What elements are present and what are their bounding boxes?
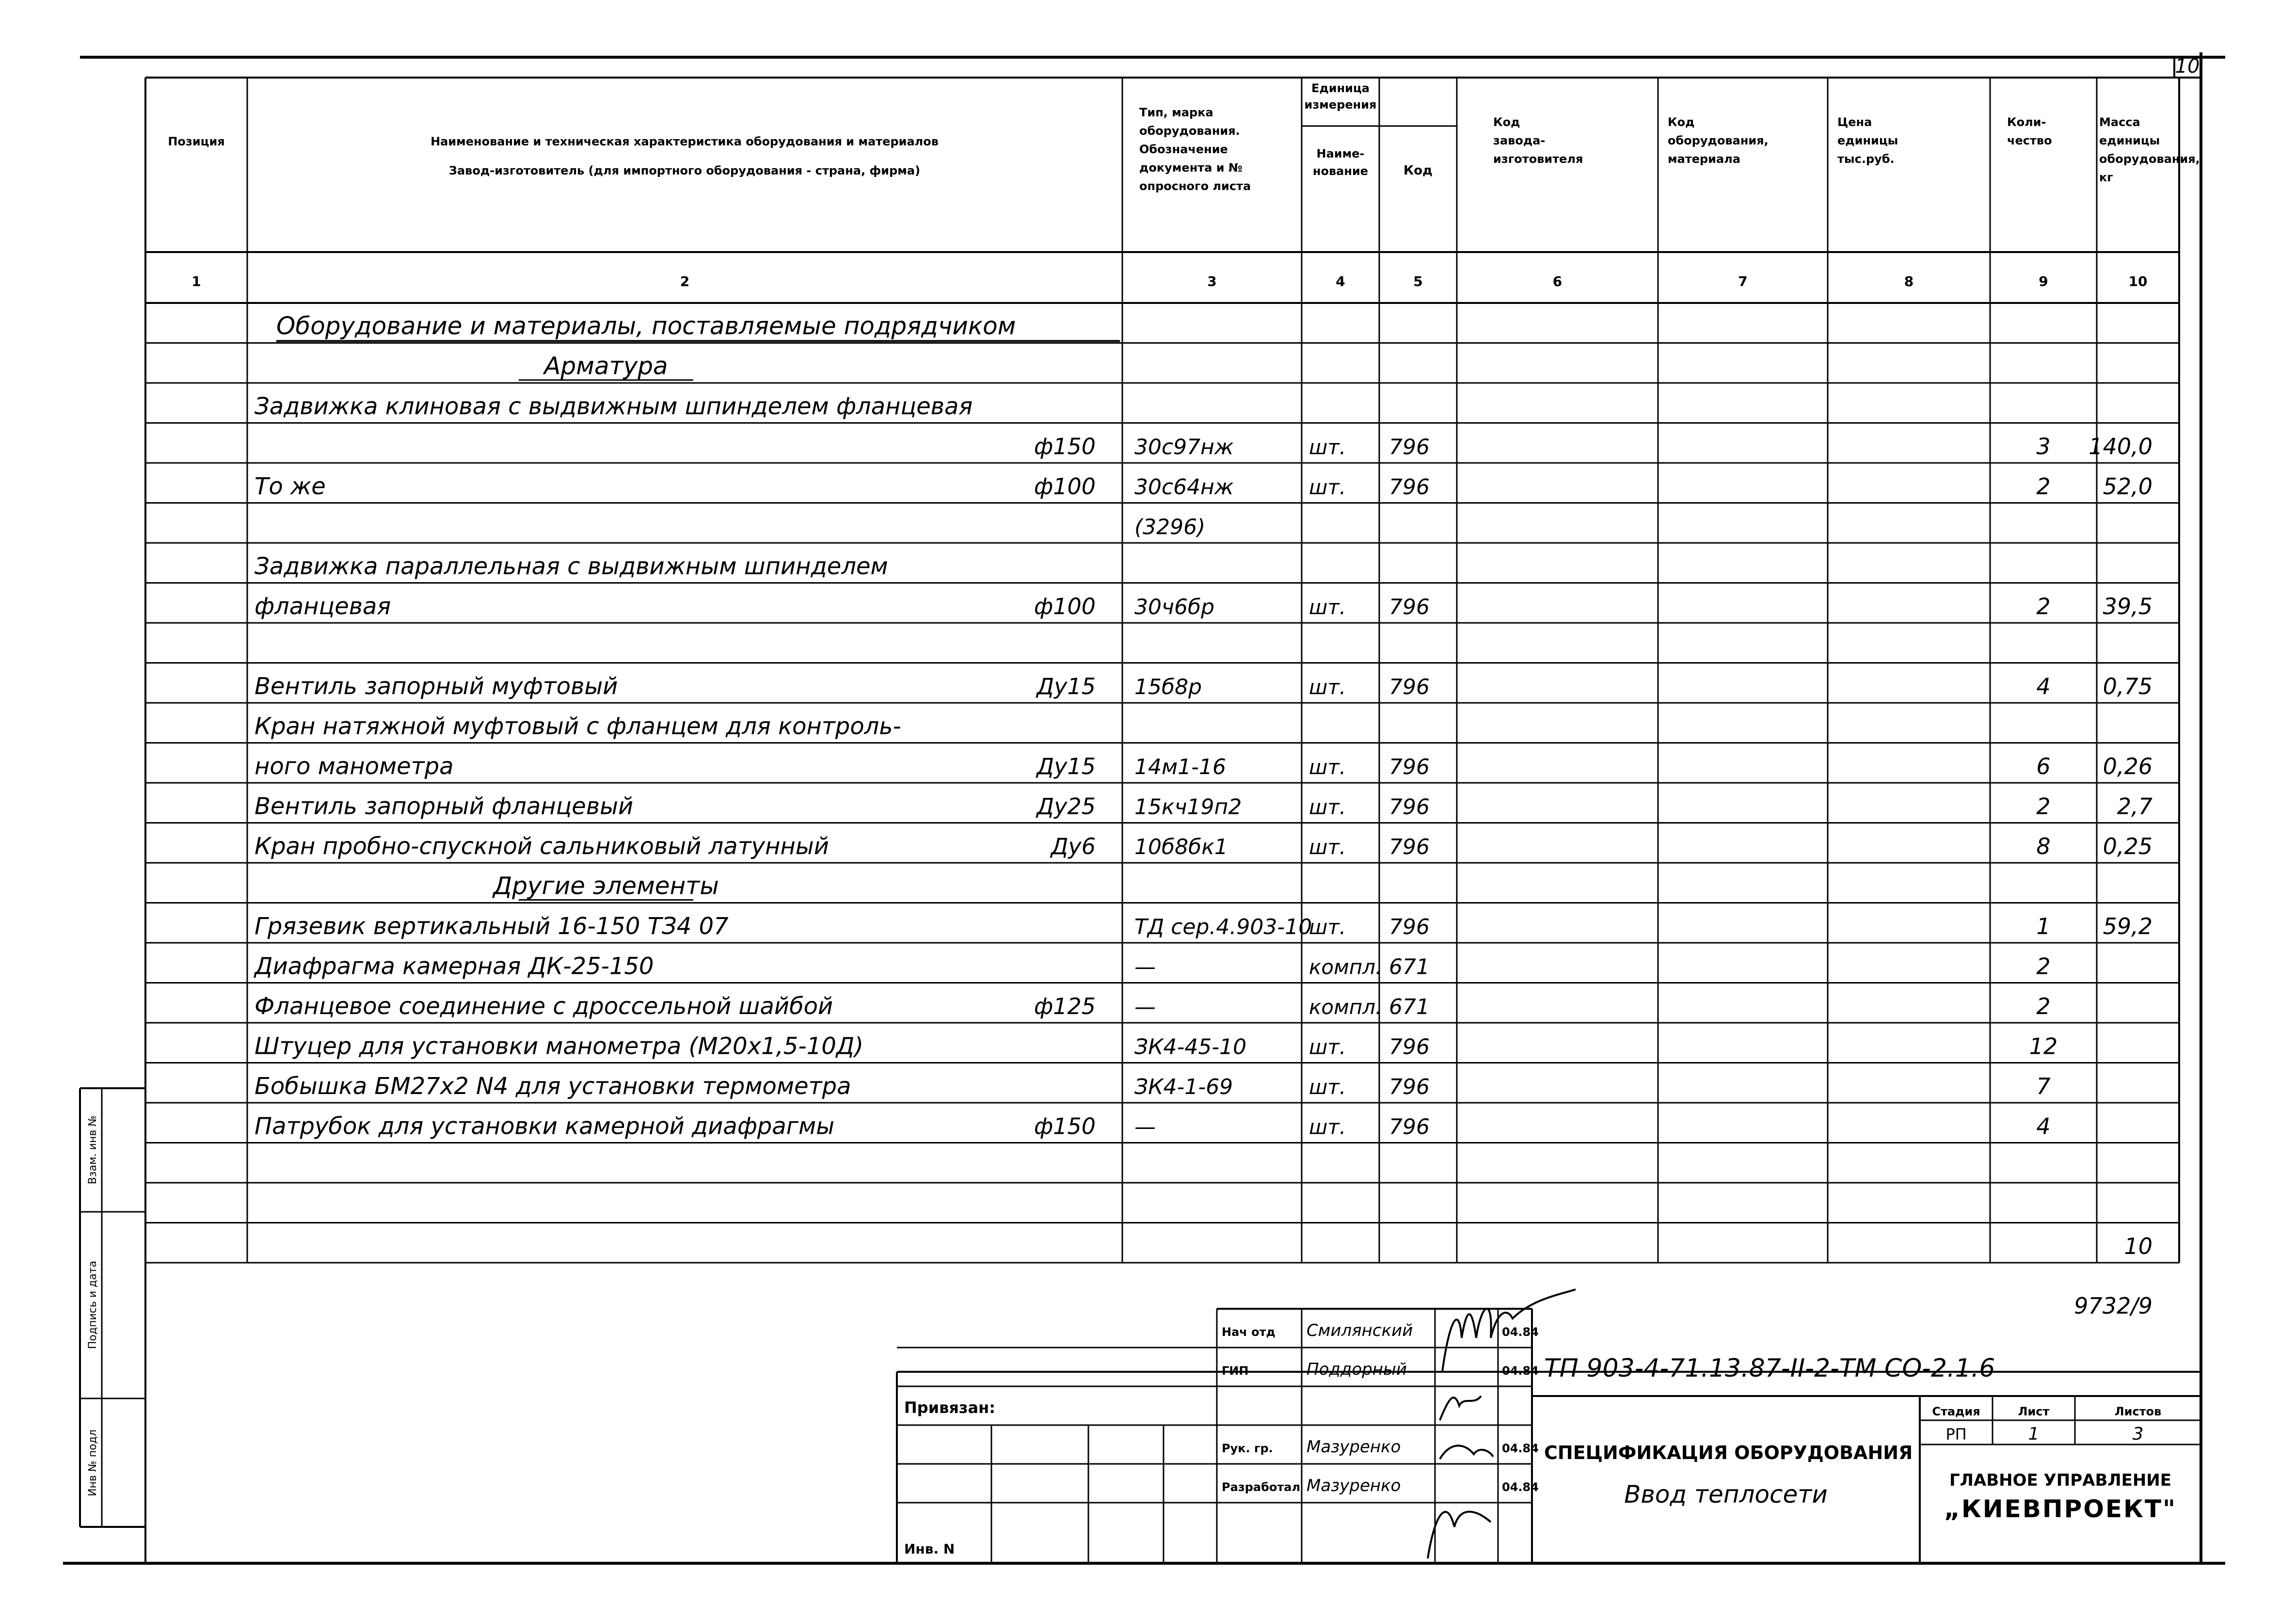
item-mass: 52,0 xyxy=(2103,473,2152,500)
role-name: Мазуренко xyxy=(1307,1476,1401,1495)
sheets-value: 3 xyxy=(2132,1424,2144,1444)
item-unit: шт. xyxy=(1309,1115,1346,1139)
item-size: ф100 xyxy=(1034,473,1096,500)
item-mass: 0,26 xyxy=(2103,753,2152,779)
item-name: Вентиль запорный фланцевый xyxy=(255,793,634,820)
item-quantity: 8 xyxy=(2036,833,2051,859)
item-unit-code: 796 xyxy=(1389,475,1430,500)
item-unit: шт. xyxy=(1309,1075,1346,1099)
item-name: Вентиль запорный муфтовый xyxy=(255,673,618,700)
item-mass: 0,25 xyxy=(2103,833,2152,859)
header-material-code: Код xyxy=(1668,115,1695,129)
item-unit: компл. xyxy=(1309,955,1382,979)
role-label: Рук. гр. xyxy=(1222,1442,1273,1455)
margin-sign-date: Подпись и дата xyxy=(87,1260,99,1349)
item-unit: шт. xyxy=(1309,915,1346,939)
item-unit: шт. xyxy=(1309,1035,1346,1059)
header-plant-code: завода- xyxy=(1493,134,1546,147)
item-unit-code: 796 xyxy=(1389,915,1430,939)
item-name: ного манометра xyxy=(255,753,454,780)
item-size: ф100 xyxy=(1034,593,1096,619)
header-name: Завод-изготовитель (для импортного оборудования - страна, фирма) xyxy=(448,164,921,177)
column-number: 9 xyxy=(2039,273,2048,289)
item-mass: 59,2 xyxy=(2103,913,2152,939)
item-type: — xyxy=(1134,995,1156,1019)
object-name: Ввод теплосети xyxy=(1624,1480,1828,1508)
header-name: Наименование и техническая характеристика оборудования и материалов xyxy=(430,135,939,148)
item-type: — xyxy=(1134,954,1156,980)
item-name: Фланцевое соединение с дроссельной шайбой xyxy=(255,993,833,1020)
header-unit-name: нование xyxy=(1312,164,1369,178)
item-unit-code: 796 xyxy=(1389,675,1430,699)
margin-substitute-inv: Взам. инв № xyxy=(87,1115,99,1185)
item-name: Задвижка клиновая с выдвижным шпинделем фланцевая xyxy=(255,393,973,420)
column-number: 4 xyxy=(1336,273,1345,289)
header-mass: Масса xyxy=(2099,115,2140,129)
inventory-label: Инв. N xyxy=(904,1541,955,1557)
item-type: ЗК4-1-69 xyxy=(1134,1075,1233,1099)
item-mass: 39,5 xyxy=(2103,593,2152,619)
item-type: 15кч19п2 xyxy=(1134,794,1242,820)
sheets-label: Листов xyxy=(2114,1405,2162,1418)
item-quantity: 12 xyxy=(2029,1033,2058,1060)
item-unit: шт. xyxy=(1309,595,1346,619)
sheet-label: Лист xyxy=(2018,1405,2050,1418)
item-type: (3296) xyxy=(1134,515,1206,540)
header-price: Цена xyxy=(1837,115,1872,129)
archive-number: 9732/9 xyxy=(2074,1293,2152,1319)
column-number: 3 xyxy=(1207,273,1217,289)
item-type: ТД сер.4.903-10 xyxy=(1134,915,1312,939)
header-plant-code: изготовителя xyxy=(1493,152,1583,166)
item-size: Ду6 xyxy=(1051,833,1096,859)
header-plant-code: Код xyxy=(1493,115,1520,129)
header-material-code: материала xyxy=(1668,152,1740,166)
text-layer xyxy=(87,55,2200,1557)
role-label: Нач отд xyxy=(1222,1325,1276,1339)
item-size: ф125 xyxy=(1034,993,1096,1019)
header-price: тыс.руб. xyxy=(1837,152,1895,166)
column-number: 2 xyxy=(680,273,690,289)
item-type: 14м1-16 xyxy=(1134,755,1227,779)
item-unit: шт. xyxy=(1309,795,1346,819)
sheet-number: 10 xyxy=(2175,55,2200,78)
role-date: 04.84 xyxy=(1502,1480,1539,1494)
item-unit-code: 796 xyxy=(1389,595,1430,619)
header-price: единицы xyxy=(1837,134,1898,147)
header-type: документа и № xyxy=(1139,161,1243,175)
header-unit-name: Наиме- xyxy=(1316,147,1365,160)
item-name: То же xyxy=(255,473,326,500)
stage-label: Стадия xyxy=(1932,1405,1980,1418)
organization-line-2: „КИЕВПРОЕКТ" xyxy=(1944,1495,2177,1523)
item-name: Диафрагма камерная ДК-25-150 xyxy=(255,952,654,980)
item-type: ЗК4-45-10 xyxy=(1134,1034,1247,1060)
column-number: 5 xyxy=(1413,273,1423,289)
item-unit-code: 796 xyxy=(1389,1034,1430,1060)
item-quantity: 1 xyxy=(2036,913,2051,939)
tied-label: Привязан: xyxy=(904,1398,995,1417)
item-type: 15б8р xyxy=(1134,675,1202,699)
role-label: ГИП xyxy=(1222,1364,1249,1378)
header-type: опросного листа xyxy=(1139,179,1251,193)
item-unit-code: 671 xyxy=(1389,995,1430,1019)
role-date: 04.84 xyxy=(1502,1325,1539,1339)
header-quantity: Коли- xyxy=(2007,115,2046,129)
item-unit-code: 796 xyxy=(1389,835,1430,859)
item-name: Бобышка БМ27х2 N4 для установки термометра xyxy=(255,1073,851,1100)
section-title: Оборудование и материалы, поставляемые подрядчиком xyxy=(276,312,1016,340)
header-mass: кг xyxy=(2099,171,2113,184)
column-number: 6 xyxy=(1552,273,1563,289)
subsection-title: Другие элементы xyxy=(493,872,719,900)
column-number: 8 xyxy=(1904,273,1914,289)
item-name: Кран пробно-спускной сальниковый латунный xyxy=(255,833,829,860)
role-name: Поддорный xyxy=(1307,1360,1407,1379)
item-mass: 2,7 xyxy=(2117,793,2152,820)
item-size: ф150 xyxy=(1034,1113,1096,1140)
role-label: Разработал xyxy=(1222,1480,1301,1494)
item-quantity: 3 xyxy=(2036,433,2051,460)
item-name: Грязевик вертикальный 16-150 ТЗ4 07 xyxy=(255,913,729,940)
item-mass: 0,75 xyxy=(2103,673,2152,699)
sheet-value: 1 xyxy=(2028,1424,2040,1444)
item-name: Кран натяжной муфтовый с фланцем для контроль- xyxy=(255,713,901,740)
item-type: — xyxy=(1134,1114,1156,1140)
item-quantity: 2 xyxy=(2036,593,2051,619)
role-name: Смилянский xyxy=(1307,1321,1413,1340)
header-unit-code: Код xyxy=(1403,163,1433,178)
header-unit-group: измерения xyxy=(1304,98,1377,111)
item-type: 30с97нж xyxy=(1134,435,1234,460)
item-unit: шт. xyxy=(1309,475,1346,499)
item-mass: 140,0 xyxy=(2089,433,2152,460)
item-quantity: 4 xyxy=(2036,673,2051,699)
item-unit-code: 796 xyxy=(1389,1075,1430,1099)
header-quantity: чество xyxy=(2007,134,2052,147)
column-number: 1 xyxy=(191,273,201,289)
item-unit: шт. xyxy=(1309,755,1346,779)
subsection-title: Арматура xyxy=(544,352,668,380)
item-name: Штуцер для установки манометра (М20х1,5-10Д) xyxy=(255,1032,864,1060)
item-size: ф150 xyxy=(1034,433,1096,460)
column-number: 7 xyxy=(1738,273,1748,289)
item-unit: шт. xyxy=(1309,675,1346,699)
item-unit-code: 796 xyxy=(1389,435,1430,460)
signature-developer xyxy=(1428,1512,1491,1558)
stage-value: РП xyxy=(1945,1425,1967,1444)
item-size: Ду25 xyxy=(1036,793,1096,820)
item-unit-code: 796 xyxy=(1389,1114,1430,1140)
item-name: Задвижка параллельная с выдвижным шпинделем xyxy=(255,553,888,580)
item-mass: 10 xyxy=(2124,1233,2152,1259)
item-unit-code: 796 xyxy=(1389,794,1430,820)
header-type: Тип, марка xyxy=(1139,106,1213,119)
item-quantity: 7 xyxy=(2036,1073,2051,1099)
header-mass: оборудования, xyxy=(2099,152,2200,166)
document-designation: ТП 903-4-71.13.87-II-2-ТМ СО-2.1.6 xyxy=(1544,1354,1995,1383)
organization-line-1: ГЛАВНОЕ УПРАВЛЕНИЕ xyxy=(1949,1471,2171,1490)
header-material-code: оборудования, xyxy=(1668,134,1769,147)
signature-group-lead xyxy=(1440,1445,1493,1459)
item-type: 30с64нж xyxy=(1134,475,1234,500)
item-quantity: 2 xyxy=(2036,793,2051,820)
item-name: фланцевая xyxy=(255,593,391,620)
header-unit-group: Единица xyxy=(1311,81,1370,95)
item-quantity: 4 xyxy=(2036,1113,2051,1140)
item-quantity: 2 xyxy=(2036,953,2051,980)
item-name: Патрубок для установки камерной диафрагмы xyxy=(255,1112,835,1140)
document-title: СПЕЦИФИКАЦИЯ ОБОРУДОВАНИЯ xyxy=(1544,1442,1913,1463)
column-number: 10 xyxy=(2128,273,2148,289)
item-type: 30ч6бр xyxy=(1134,595,1215,619)
item-unit: шт. xyxy=(1309,835,1346,859)
header-type: оборудования. xyxy=(1139,124,1240,138)
item-unit-code: 671 xyxy=(1389,954,1430,980)
role-name: Мазуренко xyxy=(1307,1437,1401,1457)
item-unit: шт. xyxy=(1309,435,1346,459)
role-date: 04.84 xyxy=(1502,1442,1539,1455)
item-quantity: 2 xyxy=(2036,473,2051,500)
item-type: 10б8бк1 xyxy=(1134,835,1228,859)
header-mass: единицы xyxy=(2099,134,2160,147)
item-quantity: 2 xyxy=(2036,993,2051,1019)
header-position: Позиция xyxy=(168,135,225,148)
signature-chief-engineer xyxy=(1440,1396,1481,1420)
role-date: 04.84 xyxy=(1502,1364,1539,1378)
margin-original-inv: Инв № подл xyxy=(87,1429,99,1496)
item-quantity: 6 xyxy=(2036,753,2051,779)
item-unit: компл. xyxy=(1309,995,1382,1019)
item-size: Ду15 xyxy=(1036,673,1096,699)
header-type: Обозначение xyxy=(1139,143,1228,156)
item-unit-code: 796 xyxy=(1389,755,1430,779)
item-size: Ду15 xyxy=(1036,753,1096,779)
